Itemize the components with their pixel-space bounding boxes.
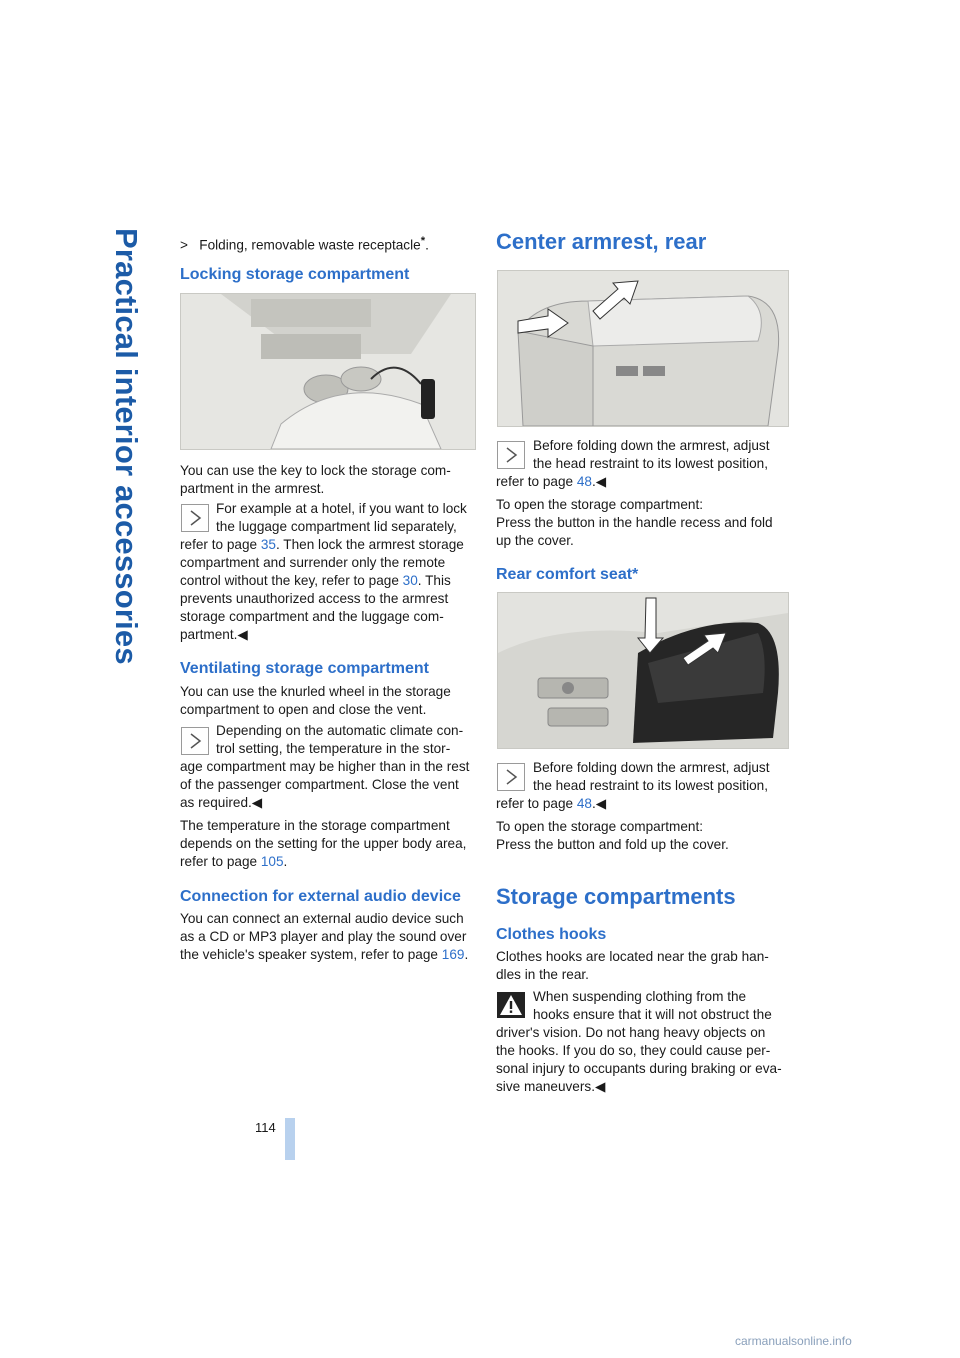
center-note-cont: refer to page 48.◀ — [496, 474, 607, 489]
clothes-hooks-heading: Clothes hooks — [496, 926, 607, 943]
center-armrest-heading: Center armrest, rear — [496, 229, 707, 254]
comfort-paragraph: To open the storage compartment: Press the button and fold up the cover. — [496, 819, 729, 852]
note-icon — [497, 763, 525, 791]
page-link-35[interactable]: 35 — [260, 537, 276, 552]
page-number: 114 — [255, 1120, 276, 1135]
center-paragraph: To open the storage compartment: Press the button in the handle recess and fold up the cover. — [496, 497, 773, 548]
locking-note-cont: refer to page 35. Then lock the armrest storage compartment and surrender only the remote control without the key, refer to page 30. This prevents unauthorized access to the armrest storage compartment and the luggage com- partment.◀ — [180, 537, 464, 642]
page-link-48-b[interactable]: 48 — [576, 796, 592, 811]
storage-heading: Storage compartments — [496, 884, 736, 909]
page-link-169[interactable]: 169 — [441, 947, 465, 962]
locking-note: For example at a hotel, if you want to lock the luggage compartment lid separately, — [216, 501, 467, 534]
page-marker-bar — [285, 1118, 295, 1160]
page-link-48[interactable]: 48 — [576, 474, 592, 489]
bullet-item: > Folding, removable waste receptacle*. — [180, 235, 429, 253]
note-icon — [181, 727, 209, 755]
audio-paragraph: You can connect an external audio device such as a CD or MP3 player and play the sound over the vehicle's speaker system, refer to page 169. — [180, 911, 469, 962]
audio-heading: Connection for external audio device — [180, 888, 461, 905]
comfort-note-cont: refer to page 48.◀ — [496, 796, 607, 811]
chapter-sidebar-title: Practical interior accessories — [109, 228, 144, 665]
ventilating-paragraph: You can use the knurled wheel in the storage compartment to open and close the vent. — [180, 684, 451, 717]
center-armrest-image — [497, 270, 789, 427]
ventilating-note-cont: age compartment may be higher than in the rest of the passenger compartment. Close the vent as required.◀ — [180, 759, 470, 810]
clothes-hooks-paragraph: Clothes hooks are located near the grab han- dles in the rear. — [496, 949, 769, 982]
note-icon — [181, 504, 209, 532]
warning-text: When suspending clothing from the hooks ensure that it will not obstruct the — [533, 989, 772, 1022]
page-link-105[interactable]: 105 — [260, 854, 284, 869]
comfort-seat-heading: Rear comfort seat* — [496, 566, 639, 583]
warning-text-cont: driver's vision. Do not hang heavy objects on the hooks. If you do so, they could cause per- sonal injury to occupants during braking or eva- sive maneuvers.◀ — [496, 1025, 782, 1094]
comfort-note: Before folding down the armrest, adjust the head restraint to its lowest position, — [533, 760, 770, 793]
ventilating-heading: Ventilating storage compartment — [180, 660, 429, 677]
ventilating-note: Depending on the automatic climate con- trol setting, the temperature in the stor- — [216, 723, 464, 756]
comfort-seat-image — [497, 592, 789, 749]
ventilating-paragraph-2: The temperature in the storage compartment depends on the setting for the upper body area, refer to page 105. — [180, 818, 467, 869]
note-icon — [497, 441, 525, 469]
watermark: carmanualsonline.info — [735, 1334, 852, 1348]
center-note: Before folding down the armrest, adjust the head restraint to its lowest position, — [533, 438, 770, 471]
page-link-30[interactable]: 30 — [402, 573, 418, 588]
locking-heading: Locking storage compartment — [180, 266, 410, 283]
locking-compartment-image — [180, 293, 476, 450]
warning-icon — [497, 992, 525, 1018]
locking-paragraph: You can use the key to lock the storage com-partment in the armrest. — [180, 463, 451, 496]
